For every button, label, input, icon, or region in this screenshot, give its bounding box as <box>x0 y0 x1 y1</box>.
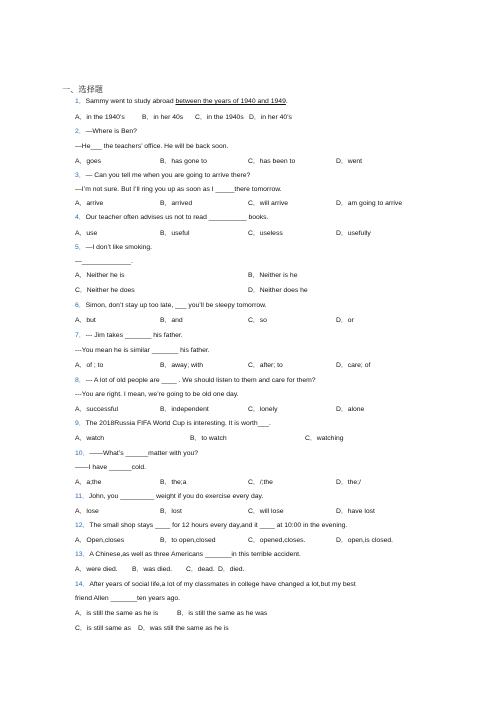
option[interactable]: A．a;the <box>75 479 102 486</box>
question-number: 7． <box>75 332 86 339</box>
stem-text: --- Jim takes _______ his father. <box>85 332 183 339</box>
question-number: 12． <box>75 522 90 529</box>
option[interactable]: B．to watch <box>190 435 227 442</box>
option[interactable]: B．arrived <box>160 200 193 207</box>
option[interactable]: C．in the 1940s <box>195 114 244 121</box>
option[interactable]: D．have lost <box>336 508 375 515</box>
question-number: 10． <box>75 450 90 457</box>
stem-text: The 2018Russia FIFA World Cup is interesting. It is worth___. <box>85 420 271 427</box>
question-number: 5． <box>75 244 86 251</box>
question-number: 2． <box>75 128 86 135</box>
option[interactable]: A．Open,closes <box>75 537 125 544</box>
question-6-stem <box>75 301 267 310</box>
option[interactable]: B．Neither is he <box>248 272 298 279</box>
continuation-line: friend Allen _______ten years ago. <box>75 595 181 602</box>
option[interactable]: A．successful <box>75 406 119 413</box>
option[interactable]: A．were died. <box>75 566 118 573</box>
question-number: 14． <box>75 581 90 588</box>
option[interactable]: A．of ; to <box>75 362 104 369</box>
dialogue-line: —He___ the teachers’ office. He will be back soon. <box>75 143 229 150</box>
option[interactable]: B．has gone to <box>160 158 207 165</box>
stem-text: --- A lot of old people are ____ . We should listen to them and care for them? <box>85 377 316 384</box>
option[interactable]: B．and <box>160 317 183 324</box>
question-8-stem <box>75 376 316 385</box>
question-number: 8． <box>75 377 86 384</box>
option[interactable]: A．arrive <box>75 200 104 207</box>
question-number: 11． <box>75 493 89 500</box>
option[interactable]: C．will arrive <box>248 200 289 207</box>
option[interactable]: C．Neither he does <box>75 287 135 294</box>
question-number: 9． <box>75 420 86 427</box>
option[interactable]: B．independent <box>160 406 209 413</box>
option[interactable]: B．was died. <box>132 566 173 573</box>
option[interactable]: D．care; of <box>336 362 371 369</box>
option[interactable]: A．use <box>75 230 98 237</box>
question-13-stem <box>75 550 301 559</box>
question-2-stem <box>75 127 137 136</box>
stem-text: John, you _________ weight if you do exercise every day. <box>88 493 264 500</box>
option[interactable]: C．is still same as <box>75 625 131 632</box>
option[interactable]: A．is still the same as he is <box>75 610 159 617</box>
option[interactable]: D．was still the same as he is <box>138 625 229 632</box>
section-title: 一、选择题 <box>62 85 103 94</box>
option[interactable]: B．away; with <box>160 362 204 369</box>
question-1-stem <box>75 97 288 106</box>
stem-text: Our teacher often advises us not to read __________ books. <box>85 214 269 221</box>
option[interactable]: D．went <box>336 158 363 165</box>
option[interactable]: D．in her 40’s <box>249 114 292 121</box>
option[interactable]: A．lose <box>75 508 99 515</box>
dialogue-line: —I’m not sure. But I’ll ring you up as soon as I _____there tomorrow. <box>75 186 282 193</box>
option[interactable]: C．opened,closes. <box>248 537 306 544</box>
option[interactable]: D．died. <box>218 566 245 573</box>
stem-text: . <box>285 98 288 105</box>
option[interactable]: A．but <box>75 317 96 324</box>
dialogue-line: ---You mean he is similar _______ his father. <box>75 347 210 354</box>
stem-text: The small shop stays ____ for 12 hours every day,and it ____ at 10:00 in the evening. <box>89 522 348 529</box>
question-7-stem <box>75 331 183 340</box>
option[interactable]: A．Neither he is <box>75 272 125 279</box>
dialogue-line: ——I have ______cold. <box>75 464 147 471</box>
question-4-stem <box>75 213 268 222</box>
question-number: 1． <box>75 98 86 105</box>
stem-text: ——What’s ______matter with you? <box>89 450 199 457</box>
question-number: 4． <box>75 214 86 221</box>
option[interactable]: B．the;a <box>160 479 187 486</box>
stem-text: —Where is Ben? <box>85 128 137 135</box>
option[interactable]: D．the;/ <box>336 479 361 486</box>
question-number: 3． <box>75 172 86 179</box>
option[interactable]: C．watching <box>305 435 344 442</box>
question-9-stem <box>75 419 271 428</box>
question-12-stem <box>75 521 347 530</box>
option[interactable]: B．in her 40s <box>142 114 184 121</box>
question-3-stem <box>75 171 250 180</box>
option[interactable]: C．so <box>248 317 267 324</box>
stem-text: A Chinese,as well as three Americans _______in this terrible accident. <box>89 551 301 558</box>
question-5-stem <box>75 243 152 252</box>
question-11-stem <box>75 492 263 501</box>
option[interactable]: C．dead. <box>186 566 215 573</box>
question-number: 6． <box>75 302 86 309</box>
question-number: 13． <box>75 551 90 558</box>
option[interactable]: C．has been to <box>248 158 296 165</box>
option[interactable]: B．is still the same as he was <box>177 610 268 617</box>
option[interactable]: A．watch <box>75 435 105 442</box>
option[interactable]: C．lonely <box>248 406 278 413</box>
question-14-stem <box>75 580 356 589</box>
option[interactable]: D．usefully <box>336 230 371 237</box>
option[interactable]: A．goes <box>75 158 102 165</box>
option[interactable]: D．alone <box>336 406 365 413</box>
stem-text: Simon, don’t stay up too late, ___ you’ll be sleepy tomorrow. <box>85 302 267 309</box>
option[interactable]: C．useless <box>248 230 283 237</box>
stem-text: —I don’t like smoking. <box>85 244 153 251</box>
stem-text: Sammy went to study abroad <box>85 98 176 105</box>
option[interactable]: B．to open,closed <box>160 537 216 544</box>
dialogue-line: —_____________. <box>75 258 133 265</box>
option[interactable]: D．open,is closed. <box>336 537 394 544</box>
stem-text: — Can you tell me when you are going to arrive there? <box>85 172 251 179</box>
option[interactable]: D．Neither does he <box>248 287 308 294</box>
option[interactable]: D．am going to arrive <box>336 200 403 207</box>
option[interactable]: C．will lose <box>248 508 284 515</box>
stem-text: After years of social life,a lot of my classmates in college have changed a lot,but my best <box>89 581 356 588</box>
option[interactable]: D．or <box>336 317 354 324</box>
underlined-phrase: between the years of 1940 and 1949 <box>175 98 286 105</box>
option[interactable]: C．/;the <box>248 479 273 486</box>
dialogue-line: ---You are right. I mean, we’re going to be old one day. <box>75 391 239 398</box>
question-10-stem <box>75 449 198 458</box>
option[interactable]: C．after; to <box>248 362 283 369</box>
option[interactable]: A．in the 1940’s <box>75 114 125 121</box>
option[interactable]: B．lost <box>160 508 182 515</box>
option[interactable]: B．useful <box>160 230 190 237</box>
